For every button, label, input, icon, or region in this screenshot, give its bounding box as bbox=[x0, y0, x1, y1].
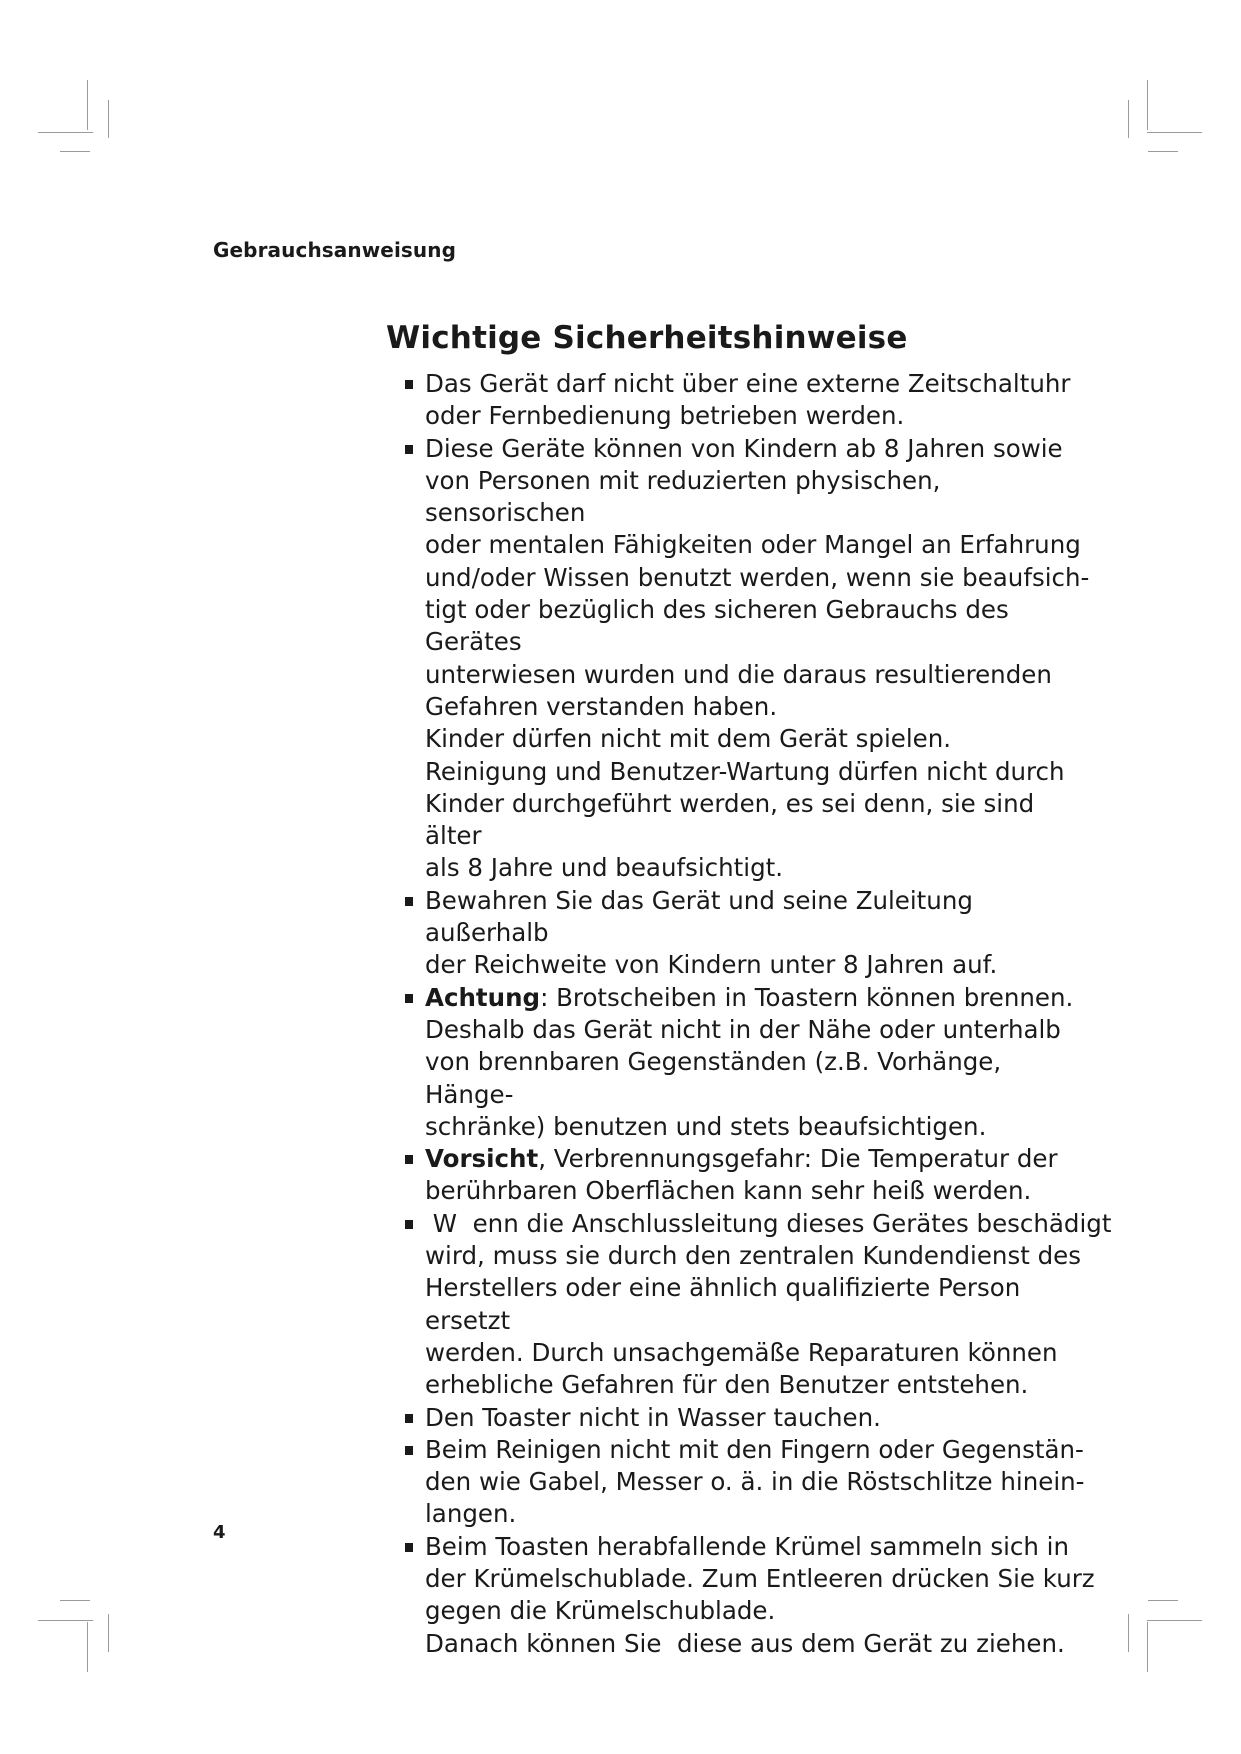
item-line: von Personen mit reduzierten physischen, sensorischen bbox=[425, 465, 941, 528]
crop-mark-bl-h bbox=[60, 1600, 90, 1601]
bullet-square-icon bbox=[405, 445, 413, 454]
item-line: Das Gerät darf nicht über eine externe Zeitschaltuhr bbox=[425, 369, 1071, 398]
bullet-square-icon bbox=[405, 1414, 413, 1423]
item-line: werden. Durch unsachgemäße Reparaturen können bbox=[425, 1337, 1058, 1367]
bullet-square-icon bbox=[405, 1543, 413, 1552]
crop-mark-tr-h bbox=[1147, 132, 1202, 133]
crop-mark-bl-v bbox=[87, 1622, 88, 1672]
list-item bbox=[405, 1402, 1095, 1434]
item-line: und/oder Wissen benutzt werden, wenn sie beaufsich- bbox=[425, 562, 1090, 592]
list-item bbox=[405, 1434, 1095, 1531]
item-line: von brennbaren Gegenständen (z.B. Vorhänge, Hänge- bbox=[425, 1047, 1002, 1109]
crop-mark-tr-v bbox=[1147, 80, 1148, 130]
item-line: schränke) benutzen und stets beaufsichtigen. bbox=[425, 1111, 987, 1141]
item-line: Kinder durchgeführt werden, es sei denn, sie sind älter bbox=[425, 788, 1035, 851]
item-line: Herstellers oder eine ähnlich qualifizierte Person ersetzt bbox=[425, 1273, 1021, 1335]
item-line: tigt oder bezüglich des sicheren Gebrauchs des Gerätes bbox=[425, 595, 1009, 657]
item-line: Beim Toasten herabfallende Krümel sammeln sich in bbox=[425, 1531, 1070, 1561]
list-item bbox=[405, 1531, 1095, 1660]
bullet-square-icon bbox=[405, 994, 413, 1003]
list-item bbox=[405, 1143, 1095, 1208]
caution-keyword: Vorsicht bbox=[425, 1144, 539, 1174]
item-line: Deshalb das Gerät nicht in der Nähe oder unterhalb bbox=[425, 1014, 1061, 1044]
item-line bbox=[425, 982, 1095, 1014]
section-label: Gebrauchsanweisung bbox=[213, 238, 457, 262]
crop-mark-tl-v bbox=[87, 80, 88, 130]
item-line: wird, muss sie durch den zentralen Kundendienst des bbox=[425, 1241, 1082, 1271]
item-line: Beim Reinigen nicht mit den Fingern oder Gegenstän- bbox=[425, 1434, 1084, 1464]
crop-mark-tl-h2 bbox=[60, 151, 90, 152]
crop-mark-br-v2 bbox=[1128, 1614, 1129, 1652]
list-item bbox=[405, 982, 1095, 1143]
crop-mark-tr-h2 bbox=[1148, 151, 1178, 152]
item-line: Danach können Sie diese aus dem Gerät zu ziehen. bbox=[425, 1628, 1065, 1658]
page-title: Wichtige Sicherheitshinweise bbox=[386, 320, 908, 356]
crop-mark-tl-v2 bbox=[108, 100, 109, 138]
bullet-square-icon bbox=[405, 1446, 413, 1455]
item-line: Bewahren Sie das Gerät und seine Zuleitung außerhalb bbox=[425, 885, 973, 948]
item-line: der Krümelschublade. Zum Entleeren drücken Sie kurz bbox=[425, 1563, 1095, 1593]
list-item bbox=[405, 1208, 1112, 1402]
item-line: Gefahren verstanden haben. bbox=[425, 691, 778, 721]
safety-instructions-list bbox=[405, 368, 1112, 1660]
crop-mark-br-v bbox=[1147, 1622, 1148, 1672]
item-line: oder mentalen Fähigkeiten oder Mangel an Erfahrung bbox=[425, 530, 1081, 560]
item-line-rest: , Verbrennungsgefahr: Die Temperatur der bbox=[538, 1144, 1058, 1174]
item-line: W enn die Anschlussleitung dieses Gerätes beschädigt bbox=[425, 1208, 1112, 1238]
item-line: gegen die Krümelschublade. bbox=[425, 1596, 776, 1626]
item-line: der Reichweite von Kindern unter 8 Jahren auf. bbox=[425, 950, 998, 980]
crop-mark-bl-h2 bbox=[38, 1620, 93, 1621]
crop-mark-br-h2 bbox=[1147, 1620, 1202, 1621]
item-line-rest: : Brotscheiben in Toastern können brennen. bbox=[540, 982, 1074, 1012]
item-line bbox=[425, 1143, 1095, 1175]
item-line: berührbaren Oberflächen kann sehr heiß werden. bbox=[425, 1176, 1032, 1206]
item-line: als 8 Jahre und beaufsichtigt. bbox=[425, 853, 784, 883]
bullet-square-icon bbox=[405, 380, 413, 389]
bullet-square-icon bbox=[405, 1220, 413, 1229]
item-line: erhebliche Gefahren für den Benutzer entstehen. bbox=[425, 1370, 1029, 1400]
bullet-square-icon bbox=[405, 897, 413, 906]
list-item bbox=[405, 368, 1095, 433]
item-line: unterwiesen wurden und die daraus resultierenden bbox=[425, 659, 1052, 689]
warning-keyword: Achtung bbox=[425, 982, 541, 1012]
page-number: 4 bbox=[213, 1522, 226, 1543]
item-line: langen. bbox=[425, 1499, 517, 1529]
crop-mark-bl-v2 bbox=[108, 1614, 109, 1652]
item-line: den wie Gabel, Messer o. ä. in die Röstschlitze hinein- bbox=[425, 1467, 1085, 1497]
bullet-square-icon bbox=[405, 1155, 413, 1164]
crop-mark-tl-h bbox=[38, 132, 93, 133]
crop-mark-tr-v2 bbox=[1128, 100, 1129, 138]
crop-mark-br-h bbox=[1148, 1600, 1178, 1601]
item-line: Kinder dürfen nicht mit dem Gerät spielen. bbox=[425, 724, 952, 754]
list-item bbox=[405, 433, 1095, 885]
item-line: Den Toaster nicht in Wasser tauchen. bbox=[425, 1402, 881, 1432]
list-item bbox=[405, 885, 1095, 982]
item-line: Reinigung und Benutzer-Wartung dürfen nicht durch bbox=[425, 756, 1065, 786]
item-line: Diese Geräte können von Kindern ab 8 Jahren sowie bbox=[425, 433, 1063, 463]
item-line: oder Fernbedienung betrieben werden. bbox=[425, 401, 905, 431]
